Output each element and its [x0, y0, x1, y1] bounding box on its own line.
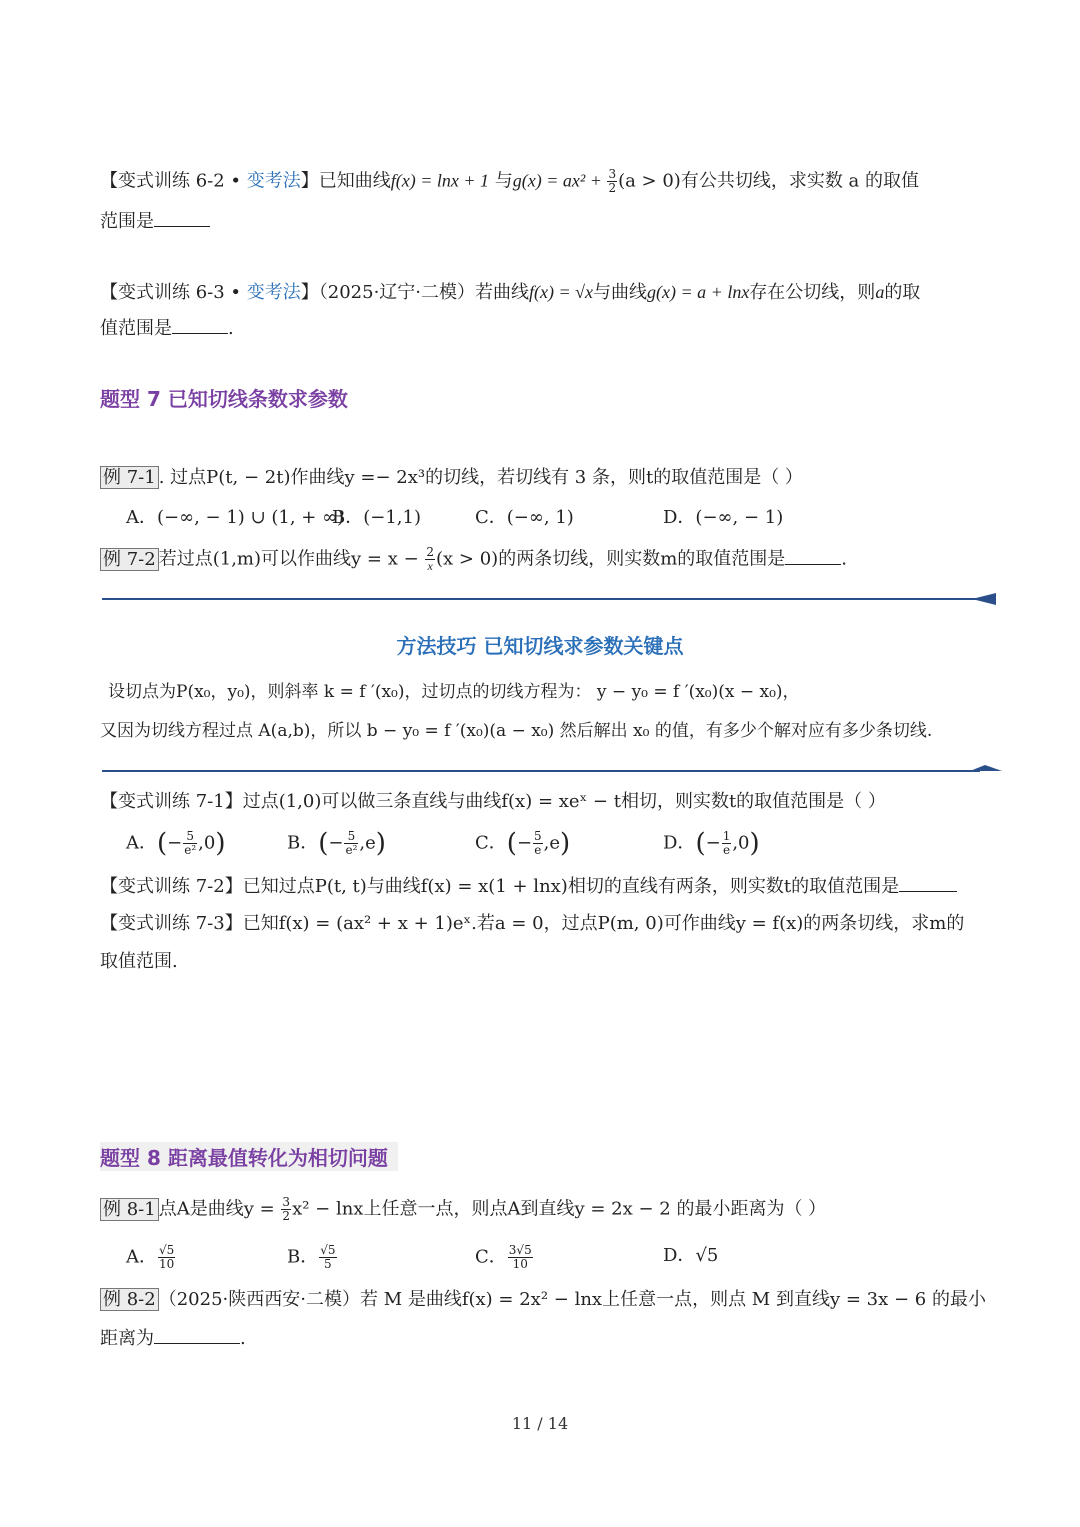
option-fraction	[722, 830, 732, 857]
answer-blank	[154, 210, 210, 227]
example-7-2-label: 例 7-2	[100, 548, 159, 571]
example-7-1-option-b: B．(−1,1)	[332, 507, 421, 528]
option-letter: C．	[475, 832, 507, 854]
variant-7-3-line1: 【变式训练 7-3】已知f(x) = (ax² + x + 1)eˣ.若a = 0，过点P(m, 0)可作曲线y = f(x)的两条切线，求m的	[100, 913, 965, 934]
variant-6-2-gx: g(x) = ax² +	[512, 170, 607, 191]
frac-den: 2	[608, 181, 617, 195]
option-sign: −	[705, 832, 721, 854]
paren-close: )	[560, 828, 571, 859]
option-value: √5	[695, 1245, 719, 1266]
option-tail: ,0	[198, 832, 216, 854]
frac-den: 10	[159, 1257, 175, 1271]
option-letter: B．	[287, 832, 319, 854]
example-8-1-text-b: x² − lnx上任意一点，则点A到直线y = 2x − 2 的最小距离为（ ）	[292, 1198, 827, 1220]
option-fraction	[183, 830, 197, 857]
example-8-1-option-d	[663, 1244, 718, 1268]
variant-6-2-line2	[100, 210, 210, 234]
example-7-2-period: .	[841, 548, 848, 570]
variant-6-3-tag: 变考法	[246, 282, 301, 303]
option-letter: B．	[287, 1246, 319, 1268]
example-8-1-label: 例 8-1	[100, 1198, 159, 1221]
method-line-2: 又因为切线方程过点 A(a,b)，所以 b − y₀ = f ′(x₀)(a − x₀) 然后解出 x₀ 的值，有多少个解对应有多少条切线.	[100, 721, 933, 741]
paren-close: )	[375, 828, 386, 859]
paren-open: (	[506, 828, 517, 859]
example-8-1-fraction	[281, 1196, 291, 1223]
variant-6-3-period: .	[228, 318, 234, 339]
variant-6-3-fx: f(x) = √x	[529, 282, 594, 302]
variant-6-3-var-a: a	[875, 282, 885, 302]
example-8-2-line2	[100, 1327, 246, 1351]
variant-6-3-text-a: 】（2025·辽宁·二模）若曲线	[300, 282, 530, 303]
frac-den: 2	[282, 1209, 291, 1223]
example-8-1-option-b	[287, 1244, 338, 1271]
option-letter: D．	[663, 1245, 696, 1266]
example-7-2-text-a: 若过点(1,m)可以作曲线y = x −	[158, 548, 425, 570]
variant-6-2-fx: f(x) = lnx + 1	[390, 170, 490, 191]
method-divider-bottom	[100, 761, 1005, 781]
variant-7-1: 【变式训练 7-1】过点(1,0)可以做三条直线与曲线f(x) = xeˣ − t相切，则实数t的取值范围是（ ）	[100, 791, 886, 812]
type-8-heading: 题型 8 距离最值转化为相切问题	[100, 1142, 398, 1171]
option-letter: D．	[663, 832, 696, 854]
example-7-1-option-c: C．(−∞, 1)	[475, 507, 574, 528]
frac-num: √5	[159, 1243, 175, 1257]
frac-den: e	[534, 843, 542, 857]
example-7-1-label: 例 7-1	[100, 466, 159, 489]
variant-6-2-fraction	[607, 168, 617, 195]
paren-open: (	[695, 828, 706, 859]
frac-den: e²	[184, 843, 197, 857]
variant-7-2	[100, 875, 957, 899]
example-8-2-label: 例 8-2	[100, 1288, 159, 1311]
method-divider-top	[100, 590, 1000, 610]
option-fraction	[319, 1244, 336, 1271]
variant-6-2-text-e: (a > 0)有公共切线，求实数 a 的取值	[618, 170, 920, 192]
frac-den: 5	[324, 1257, 332, 1271]
frac-num: 5	[534, 829, 542, 843]
variant-6-3-line1	[100, 280, 920, 305]
variant-7-1-option-b	[287, 830, 386, 857]
paren-open: (	[318, 828, 329, 859]
option-fraction	[344, 830, 358, 857]
option-fraction	[508, 1244, 533, 1271]
type-7-heading: 题型 7 已知切线条数求参数	[100, 387, 348, 411]
frac-num: 3	[282, 1195, 291, 1209]
frac-num: 3√5	[508, 1243, 532, 1257]
variant-6-2-prefix: 【变式训练 6-2 •	[100, 170, 247, 192]
example-8-2-period: .	[240, 1328, 246, 1349]
frac-num: 2	[426, 545, 435, 559]
variant-6-2-tag: 变考法	[246, 170, 301, 192]
variant-6-2-line1	[100, 168, 919, 195]
example-7-1	[100, 466, 803, 490]
variant-6-3-text-g: 的取	[884, 282, 921, 303]
option-tail: ,e	[359, 832, 376, 854]
variant-7-1-option-c	[475, 830, 570, 857]
variant-7-1-option-a	[126, 830, 226, 857]
option-letter: A．	[126, 1246, 157, 1268]
option-sign: −	[328, 832, 344, 854]
variant-6-3-text-e: 存在公切线，则	[749, 282, 876, 303]
variant-6-3-text-c: 与曲线	[593, 282, 648, 303]
answer-blank	[172, 317, 228, 334]
option-sign: −	[167, 832, 183, 854]
answer-blank	[154, 1327, 240, 1344]
paren-close: )	[215, 828, 226, 859]
frac-num: 3	[608, 167, 617, 181]
example-8-2-distance-label: 距离为	[100, 1328, 154, 1349]
example-8-2-text: （2025·陕西西安·二模）若 M 是曲线f(x) = 2x² − lnx上任意一点，则点 M 到直线y = 3x − 6 的最小	[158, 1289, 986, 1310]
frac-den: e	[722, 843, 731, 857]
option-tail: ,0	[732, 832, 750, 854]
option-tail: ,e	[543, 832, 561, 854]
example-7-1-option-a: A．(−∞, − 1) ∪ (1, + ∞)	[126, 507, 345, 528]
option-letter: C．	[475, 1246, 507, 1268]
option-sign: −	[516, 832, 533, 854]
example-8-1-option-a	[126, 1244, 176, 1271]
frac-num: 5	[344, 830, 358, 844]
example-7-2-text-b: (x > 0)的两条切线，则实数m的取值范围是	[436, 548, 786, 570]
paren-close: )	[749, 828, 760, 859]
example-7-1-text: . 过点P(t, − 2t)作曲线y =− 2x³的切线，若切线有 3 条，则t的取值范围是（ ）	[158, 467, 803, 488]
example-7-2	[100, 546, 847, 573]
frac-num: 1	[722, 829, 731, 843]
example-8-2-line1	[100, 1288, 986, 1312]
answer-blank	[899, 875, 957, 892]
frac-num: √5	[320, 1243, 336, 1257]
example-8-1-option-c	[475, 1244, 534, 1271]
frac-den: e²	[345, 843, 358, 857]
variant-6-2-text-a: 】已知曲线	[300, 170, 391, 192]
variant-7-1-option-d	[663, 830, 760, 857]
frac-den: x	[427, 559, 433, 573]
variant-6-3-line2	[100, 317, 234, 341]
variant-6-2-range-label: 范围是	[100, 211, 154, 232]
example-8-1-text-a: 点A是曲线y =	[158, 1198, 281, 1220]
variant-6-3-gx: g(x) = a + lnx	[647, 282, 750, 302]
option-fraction	[158, 1244, 175, 1271]
example-7-2-fraction	[425, 546, 435, 573]
example-8-1	[100, 1196, 826, 1223]
method-title: 方法技巧 已知切线求参数关键点	[396, 634, 684, 658]
variant-7-2-text: 【变式训练 7-2】已知过点P(t, t)与曲线f(x) = x(1 + lnx)相切的直线有两条，则实数t的取值范围是	[100, 876, 900, 897]
example-7-1-option-d: D．(−∞, − 1)	[663, 507, 784, 528]
variant-6-2-text-c: 与	[489, 170, 513, 192]
option-letter: A．	[126, 832, 157, 854]
frac-num: 5	[183, 830, 197, 844]
option-fraction	[533, 830, 543, 857]
variant-6-3-range-label: 值范围是	[100, 318, 172, 339]
variant-6-3-prefix: 【变式训练 6-3 •	[100, 282, 247, 303]
variant-7-3-line2: 取值范围.	[100, 951, 178, 972]
answer-blank	[785, 548, 841, 565]
frac-den: 10	[512, 1257, 528, 1271]
method-line-1: 设切点为P(x₀，y₀)，则斜率 k = f ′(x₀)，过切点的切线方程为： y − y₀ = f ′(x₀)(x − x₀)，	[108, 682, 800, 702]
paren-open: (	[157, 828, 168, 859]
page-number: 11 / 14	[511, 1414, 569, 1433]
